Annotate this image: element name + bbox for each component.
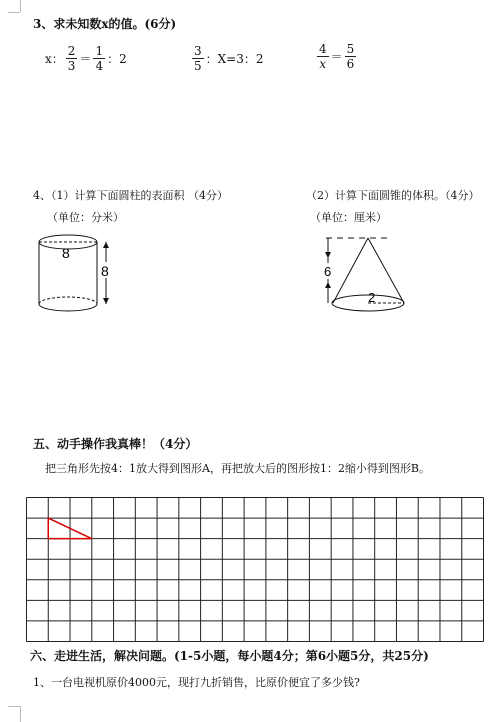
q6-problem-1: 1、一台电视机原价4000元，现打九折销售，比原价便宜了多少钱? [33, 676, 360, 689]
q4-part1-title: 4、（1）计算下面圆柱的表面积 （4分） [33, 189, 228, 202]
q4-part2-title: （2）计算下面圆锥的体积。（4分） [306, 189, 480, 202]
q4-unit-1: （单位：分米） [47, 211, 124, 224]
cone-height-label: 6 [324, 264, 332, 279]
q6-title: 六、走进生活，解决问题。(1-5小题，每小题4分；第6小题5分，共25分) [30, 649, 429, 663]
q4-unit-2: （单位：厘米） [310, 211, 387, 224]
cone-radius-label: 2 [368, 290, 376, 305]
cylinder-figure [30, 228, 120, 320]
eq1-fraction-1: $\frac{2}{3}$ [67, 44, 76, 73]
eq3-equals: ＝ [330, 50, 343, 64]
cylinder-height-label: 8 [101, 263, 109, 279]
q5-title: 五、动手操作我真棒！（4分） [33, 437, 198, 451]
equation-2 [190, 45, 264, 72]
cone-figure [316, 230, 416, 320]
corner-mark [20, 0, 21, 12]
eq1-equals: ＝ [79, 52, 92, 66]
drawing-grid [26, 497, 484, 643]
eq3-fraction-2: $\frac{5}{6}$ [346, 42, 355, 71]
cylinder-diameter-label: 8 [62, 245, 70, 261]
corner-mark [20, 706, 21, 722]
eq2-suffix: ：X=3：2 [205, 52, 264, 66]
eq3-fraction-1: $\frac{4}{x}$ [319, 42, 327, 71]
corner-mark [8, 12, 20, 13]
corner-mark [8, 706, 20, 707]
eq1-prefix: x： [45, 52, 64, 66]
eq2-fraction: $\frac{3}{5}$ [194, 44, 202, 73]
eq1-fraction-2: $\frac{1}{4}$ [95, 44, 104, 73]
equation-3 [315, 43, 358, 70]
eq1-suffix: ：2 [107, 52, 127, 66]
grid-lines [27, 498, 484, 642]
q3-title: 3、求未知数x的值。(6分) [33, 17, 177, 31]
equation-1 [45, 45, 127, 72]
q5-instruction: 把三角形先按4：1放大得到图形A，再把放大后的图形按1：2缩小得到图形B。 [45, 462, 431, 475]
